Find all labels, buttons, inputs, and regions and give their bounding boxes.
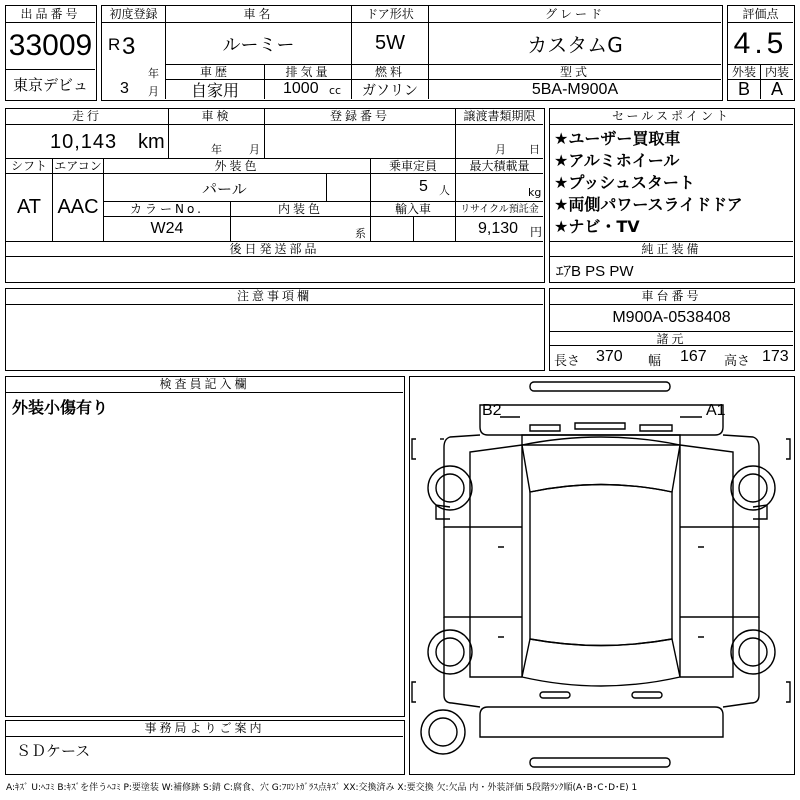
chassis-box	[549, 288, 795, 371]
model-label: 型式	[429, 64, 721, 80]
inspection-month-unit: 月	[249, 143, 260, 156]
fuel-label: 燃料	[352, 64, 429, 80]
ext-color-label: 外装色	[104, 158, 371, 174]
office-text: ＳＤケース	[16, 742, 91, 760]
height-value: 173	[762, 348, 789, 365]
later-parts-label: 後日発送部品	[6, 241, 543, 257]
int-grade-label: 内装	[761, 64, 793, 80]
registration-year-unit: 年	[148, 67, 159, 80]
car-diagram-box	[409, 376, 795, 775]
transfer-day-unit: 日	[529, 143, 540, 156]
chassis-value: M900A-0538408	[612, 309, 731, 326]
registration-month-unit: 月	[148, 85, 159, 98]
inspector-text: 外装小傷有り	[12, 398, 109, 417]
aircon-value: AAC	[53, 174, 104, 241]
fuel-value: ガソリン	[352, 80, 429, 99]
capacity-label: 乗車定員	[371, 158, 456, 174]
int-color-unit: 系	[355, 227, 366, 240]
shift-value: AT	[6, 174, 53, 241]
color-no-label: カラーNo.	[104, 201, 231, 217]
transfer-month-unit: 月	[495, 143, 506, 156]
import-divider	[413, 217, 414, 241]
car-diagram	[410, 377, 793, 773]
specs-row	[550, 346, 793, 369]
car-name-value: ルーミー	[166, 23, 352, 64]
door-label: ドア形状	[352, 6, 429, 23]
detail-box	[5, 108, 545, 283]
reg-number-label: 登録番号	[265, 109, 456, 125]
inspector-box	[5, 376, 405, 717]
capacity-unit: 人	[439, 184, 450, 197]
lot-number: 33009	[8, 29, 93, 62]
ext-color-value: パール	[202, 180, 247, 198]
mileage-value: 10,143	[50, 131, 118, 153]
int-color-label: 内装色	[231, 201, 371, 217]
sales-points-box	[549, 108, 795, 283]
reg-number-value	[265, 125, 456, 158]
diagram-left-mark: B2	[482, 402, 502, 419]
import-label: 輸入車	[371, 201, 456, 217]
inspection-label: 車検	[169, 109, 265, 125]
int-grade-value: A	[770, 79, 783, 99]
recycle-unit: 円	[530, 225, 543, 239]
int-color-cell	[231, 217, 371, 241]
grade-label: グレード	[429, 6, 721, 23]
legend: A:ｷｽﾞ U:ﾍｺﾐ B:ｷｽﾞを伴うﾍｺﾐ P:要塗装 W:補修跡 S:錆 C:腐食、穴 G:ﾌﾛﾝﾄｶﾞﾗｽ点ｷｽﾞ XX:交換済み X:要交換 欠:欠品 内・外装評価 5段階ﾗﾝｸ順(A･B･C･D･E) 1	[6, 783, 638, 793]
load-unit: kg	[528, 186, 542, 199]
displacement-label: 排気量	[265, 64, 352, 80]
ext-grade-value: B	[728, 80, 761, 99]
width-value: 167	[680, 348, 707, 365]
sales-point-item: ★ナビ・TV	[554, 217, 640, 236]
capacity-value: 5	[419, 178, 428, 195]
sales-point-item: ★ユーザー買取車	[554, 129, 681, 148]
score-box	[727, 5, 795, 101]
height-label: 高さ	[724, 354, 751, 369]
chassis-label: 車台番号	[550, 289, 793, 305]
notes-box	[5, 288, 545, 371]
transfer-cell	[456, 125, 543, 158]
aircon-label: エアコン	[53, 158, 104, 174]
sales-point-item: ★両側パワースライドドア	[554, 195, 743, 214]
specs-label: 諸元	[550, 331, 793, 346]
inspector-label: 検査員記入欄	[6, 377, 403, 393]
history-value: 自家用	[166, 80, 265, 99]
model-value: 5BA-M900A	[531, 80, 619, 98]
office-box	[5, 720, 405, 775]
displacement-value: 1000	[283, 80, 319, 97]
import-cell	[371, 217, 456, 241]
sales-points-label: セールスポイント	[550, 109, 793, 125]
recycle-cell	[456, 217, 543, 241]
score-value: 4.5	[733, 26, 788, 60]
capacity-cell	[371, 174, 456, 201]
vehicle-info-box	[101, 5, 723, 101]
registration-month: 3	[120, 80, 129, 97]
length-value: 370	[596, 348, 623, 365]
registration-label: 初度登録	[102, 6, 166, 23]
car-name-label: 車名	[166, 6, 352, 23]
color-no-value: W24	[104, 217, 231, 241]
diagram-right-mark: A1	[706, 402, 726, 419]
registration-era: R	[108, 35, 121, 54]
length-label: 長さ	[554, 354, 581, 369]
notes-label: 注意事項欄	[6, 289, 543, 305]
genuine-label: 純正装備	[550, 241, 793, 257]
later-parts-value	[6, 257, 543, 281]
history-label: 車歴	[166, 64, 265, 80]
recycle-value: 9,130	[478, 220, 519, 237]
load-cell	[456, 174, 543, 201]
inspection-year-unit: 年	[211, 143, 222, 156]
office-label: 事務局よりご案内	[6, 721, 403, 737]
venue-name: 東京デビュ	[6, 69, 95, 99]
transfer-label: 譲渡書類期限	[456, 109, 543, 125]
mileage-unit: km	[138, 131, 165, 153]
inspection-cell	[169, 125, 265, 158]
shift-label: シフト	[6, 158, 53, 174]
ext-color-cell	[104, 174, 371, 201]
registration-cell	[102, 23, 166, 99]
sales-point-item: ★プッシュスタート	[554, 173, 695, 192]
displacement-unit: cc	[329, 84, 342, 97]
score-label: 評価点	[728, 6, 793, 23]
recycle-label: リサイクル預託金	[456, 201, 543, 217]
sales-point-item: ★アルミホイール	[554, 151, 680, 170]
sales-points-list	[554, 128, 793, 240]
lot-box	[5, 5, 97, 101]
mileage-cell	[6, 125, 169, 158]
ext-color-divider	[326, 174, 327, 201]
ext-grade-label: 外装	[728, 64, 761, 80]
genuine-value: ｴｱB PS PW	[556, 263, 634, 280]
load-label: 最大積載量	[456, 158, 543, 174]
lot-label: 出品番号	[6, 6, 95, 23]
grade-value: カスタムG	[527, 33, 623, 57]
door-value: 5W	[352, 23, 429, 64]
registration-year: 3	[122, 33, 136, 60]
mileage-label: 走行	[6, 109, 169, 125]
displacement-cell	[265, 80, 352, 99]
width-label: 幅	[648, 354, 662, 369]
